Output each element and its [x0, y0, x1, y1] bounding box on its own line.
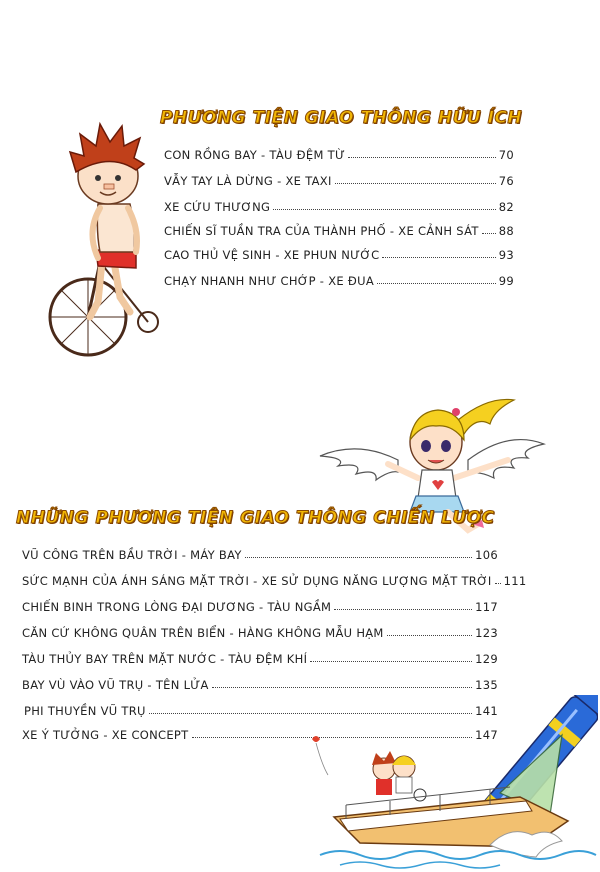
dot-leader [382, 257, 495, 258]
toc-entry-title: CON RỒNG BAY - TÀU ĐỆM TỪ [164, 148, 346, 162]
dot-leader [212, 687, 473, 688]
toc-entry[interactable] [164, 272, 514, 288]
toc-entry[interactable] [164, 172, 514, 188]
toc-entry[interactable] [22, 650, 498, 666]
boat-with-rocket-illustration [300, 695, 598, 870]
toc-entry[interactable] [22, 598, 498, 614]
toc-entry-page: 76 [498, 174, 514, 188]
toc-entry-page: 99 [498, 274, 514, 288]
dot-leader [495, 583, 501, 584]
toc-entry-title: VŨ CÔNG TRÊN BẦU TRỜI - MÁY BAY [22, 548, 242, 562]
toc-entry[interactable] [164, 146, 514, 162]
toc-entry-page: 123 [475, 626, 498, 640]
toc-entry-title: VẪY TAY LÀ DỪNG - XE TAXI [164, 174, 332, 188]
toc-entry-page: 70 [498, 148, 514, 162]
dot-leader [334, 609, 472, 610]
toc-entry-title: PHI THUYỀN VŨ TRỤ [24, 704, 146, 718]
toc-entry-title: SỨC MẠNH CỦA ÁNH SÁNG MẶT TRỜI - XE SỬ DỤNG NĂNG LƯỢNG MẶT TRỜI [22, 574, 492, 588]
toc-entry-title: BAY VÙ VÀO VŨ TRỤ - TÊN LỬA [22, 678, 209, 692]
toc-entry-page: 129 [475, 652, 498, 666]
dot-leader [245, 557, 472, 558]
toc-entry[interactable] [22, 546, 498, 562]
dot-leader [310, 661, 472, 662]
toc-entry-title: XE Ý TƯỞNG - XE CONCEPT [22, 728, 189, 742]
toc-entry[interactable] [164, 246, 514, 262]
toc-entry[interactable] [22, 624, 498, 640]
toc-entry-page: 147 [475, 728, 498, 742]
toc-entry-title: TÀU THỦY BAY TRÊN MẶT NƯỚC - TÀU ĐỆM KHÍ [22, 652, 308, 666]
toc-entry-page: 141 [475, 704, 498, 718]
toc-entry[interactable] [22, 572, 527, 588]
section-heading-strategic-vehicles: NHỮNG PHƯƠNG TIỆN GIAO THÔNG CHIẾN LƯỢC [16, 508, 495, 528]
toc-entry-page: 106 [475, 548, 498, 562]
toc-entry-title: CĂN CỨ KHÔNG QUÂN TRÊN BIỂN - HÀNG KHÔNG MẪU HẠM [22, 626, 384, 640]
toc-entry-title: CHẠY NHANH NHƯ CHỚP - XE ĐUA [164, 274, 374, 288]
dot-leader [335, 183, 496, 184]
toc-entry-title: CAO THỦ VỆ SINH - XE PHUN NƯỚC [164, 248, 380, 262]
toc-entry-page: 88 [498, 224, 514, 238]
toc-entry-page: 135 [475, 678, 498, 692]
toc-entry-title: CHIẾN SĨ TUẦN TRA CỦA THÀNH PHỐ - XE CẢNH SÁT [164, 224, 479, 238]
toc-entry-page: 117 [475, 600, 498, 614]
toc-entry-title: CHIẾN BINH TRONG LÒNG ĐẠI DƯƠNG - TÀU NGẦM [22, 600, 332, 614]
dot-leader [273, 209, 496, 210]
toc-entry[interactable] [164, 198, 514, 214]
toc-entry-title: XE CỨU THƯƠNG [164, 200, 271, 214]
dot-leader [482, 233, 496, 234]
toc-entry[interactable] [22, 676, 498, 692]
dot-leader [387, 635, 472, 636]
toc-entry-page: 111 [503, 574, 527, 588]
toc-entry-page: 93 [498, 248, 514, 262]
boy-on-unicycle-illustration [40, 112, 170, 362]
dot-leader [348, 157, 496, 158]
toc-entry[interactable] [164, 222, 514, 238]
section-heading-useful-vehicles: PHƯƠNG TIỆN GIAO THÔNG HỮU ÍCH [160, 108, 523, 128]
dot-leader [377, 283, 496, 284]
toc-entry-page: 82 [498, 200, 514, 214]
